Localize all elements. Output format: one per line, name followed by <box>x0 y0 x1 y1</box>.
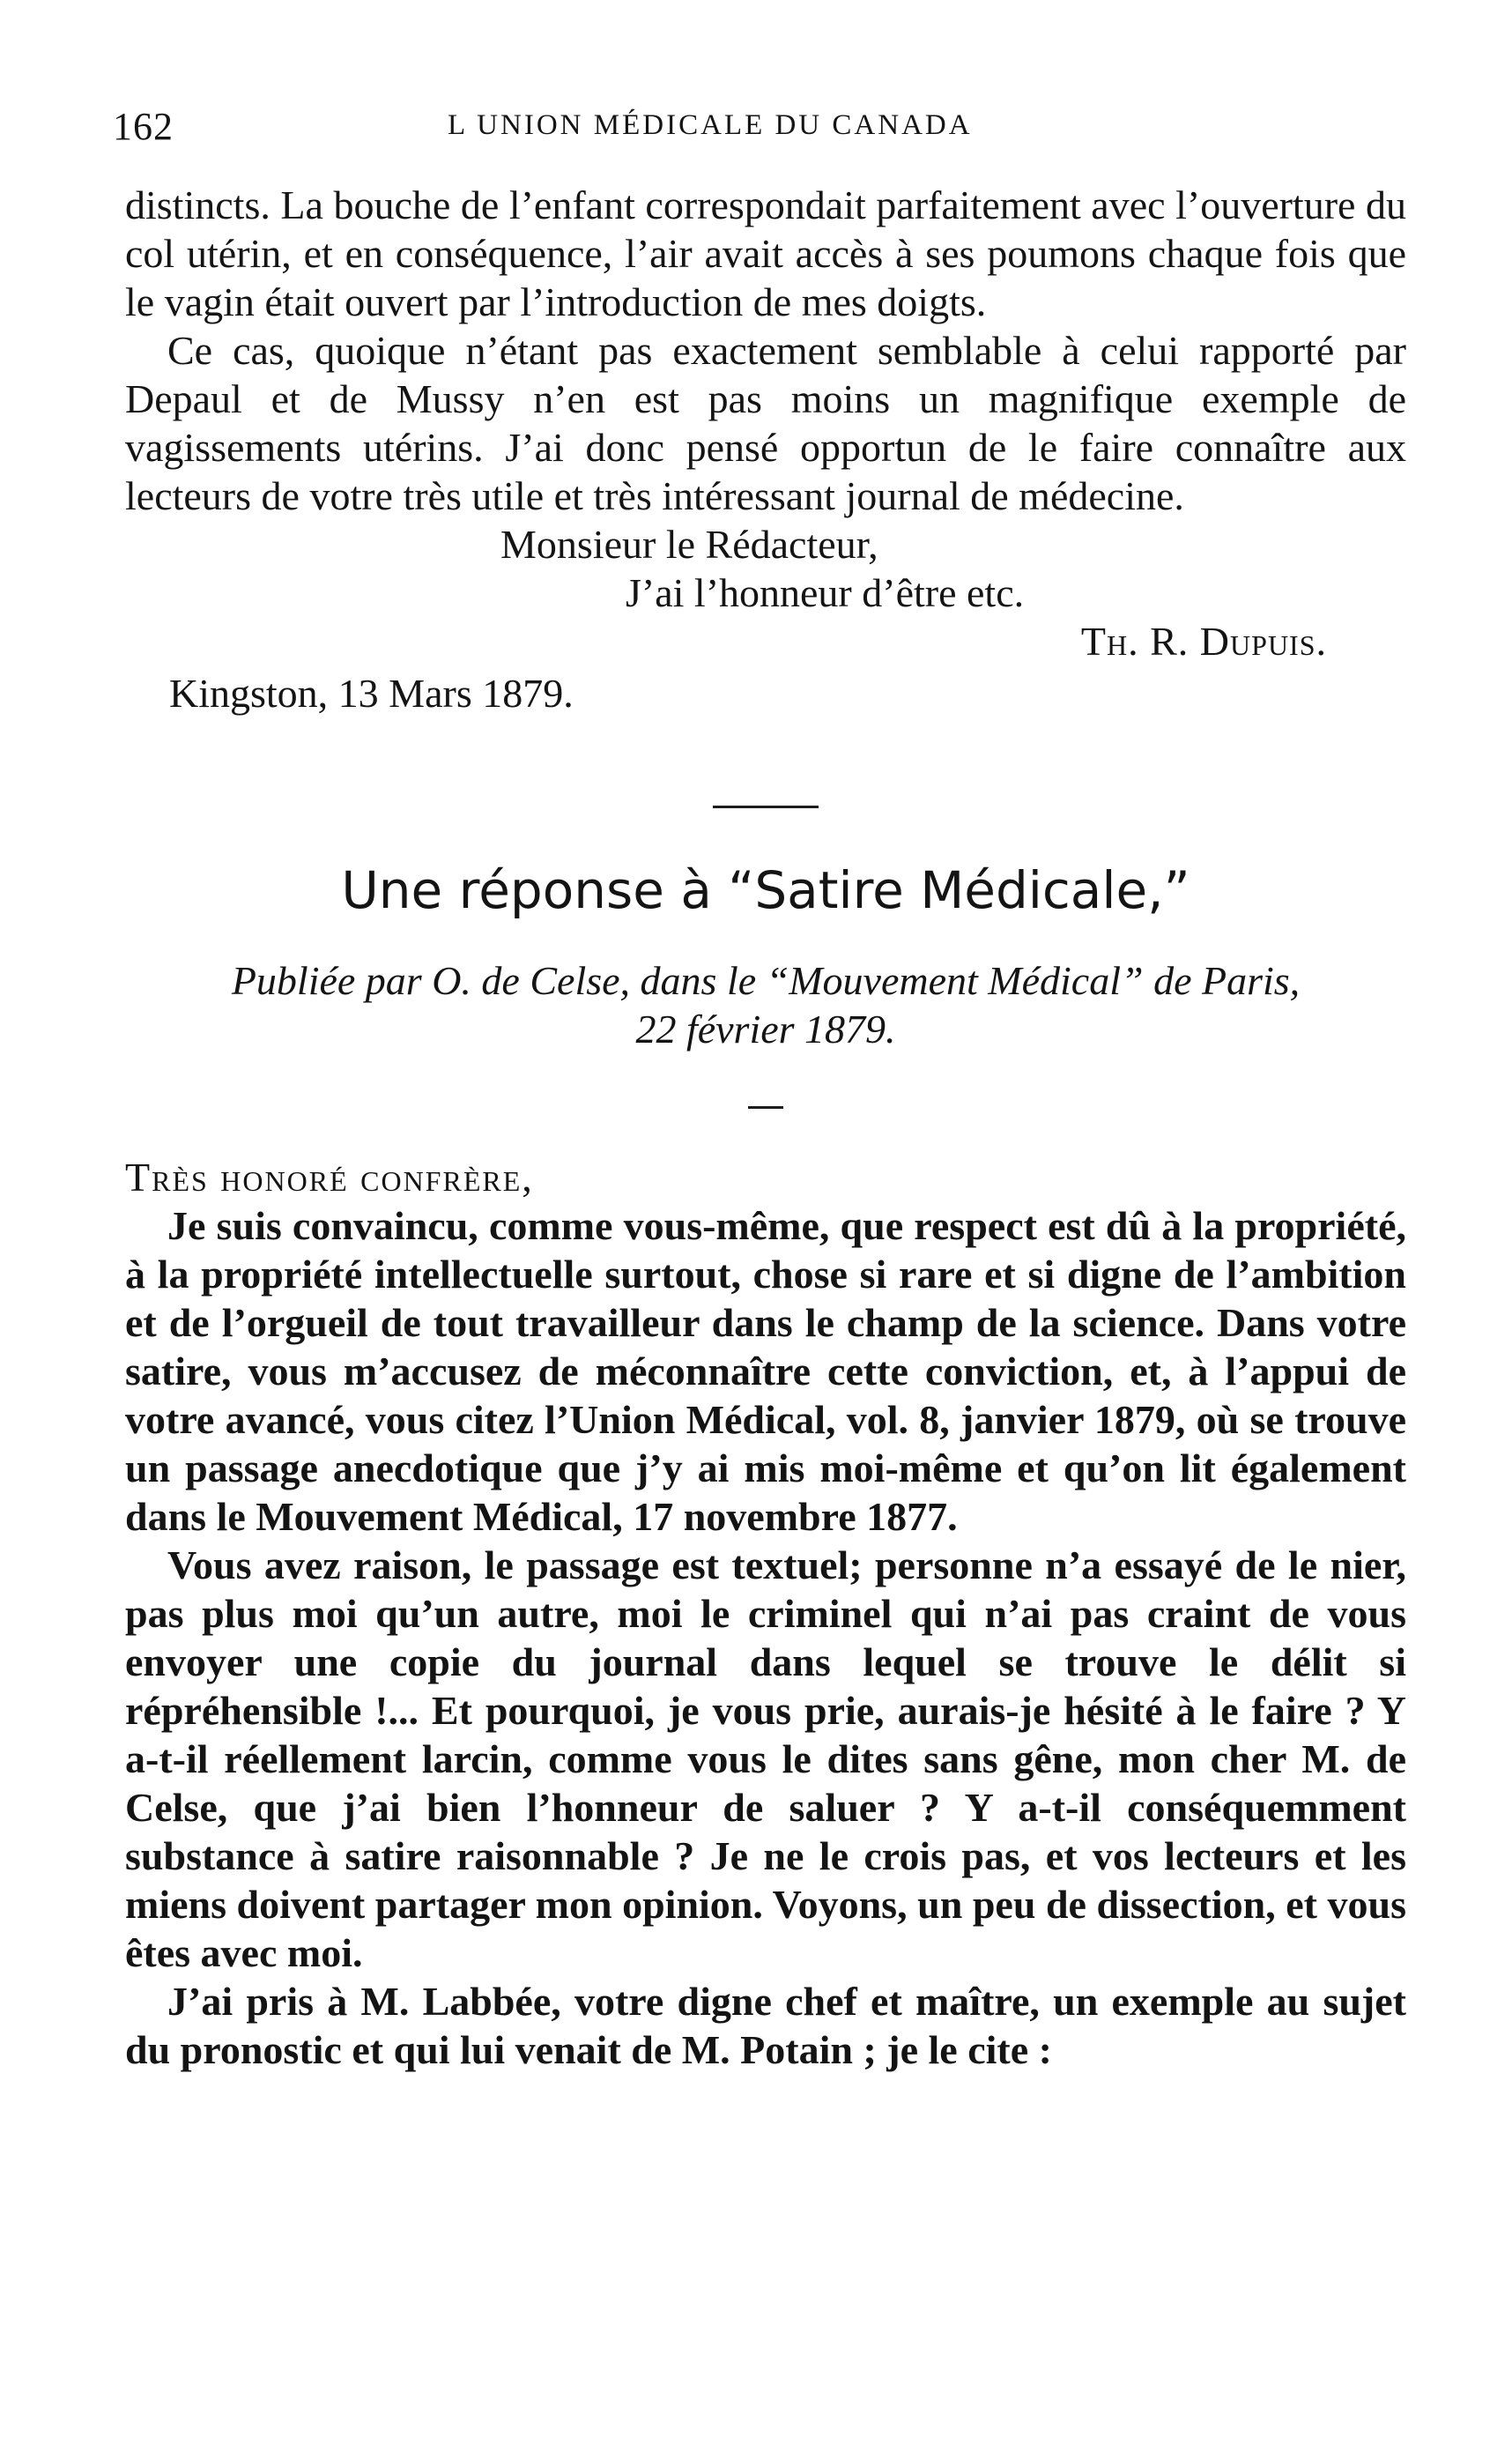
letter-paragraph-1: distincts. La bouche de l’enfant correspondait parfaitement avec l’ouverture du col utérin, et en conséquence, l’air avait accès à ses poumons chaque fois que le vagin était ouvert par l’introduction de mes doigts. <box>125 182 1406 324</box>
article-body <box>125 1153 1406 2074</box>
byline-line-1: Publiée par O. de Celse, dans le “Mouvement Médical” de Paris, <box>231 958 1301 1003</box>
letter-closing-formula: J’ai l’honneur d’être etc. <box>626 570 1025 615</box>
article-byline <box>125 956 1406 1053</box>
article-paragraph-1: Je suis convaincu, comme vous-même, que respect est dû à la propriété, à la propriété intellectuelle surtout, chose si rare et si digne de l’ambition et de l’orgueil de tout travailleur dans le champ de la science. Dans votre satire, vous m’accusez de méconnaître cette conviction, et, à l’appui de votre avancé, vous citez l’Union Médical, vol. 8, janvier 1879, où se trouve un passage anecdotique que j’y ai mis moi-même et qu’on lit également dans le Mouvement Médical, 17 novembre 1877. <box>125 1203 1406 1539</box>
byline-line-2: 22 février 1879. <box>635 1007 896 1052</box>
page-number: 162 <box>113 105 174 148</box>
article-paragraph-3: J’ai pris à M. Labbée, votre digne chef et maître, un exemple au sujet du pronostic et qui lui venait de M. Potain ; je le cite : <box>125 1979 1406 2072</box>
letter-place-date: Kingston, 13 Mars 1879. <box>169 671 574 716</box>
page-content <box>125 181 1406 2074</box>
page-header <box>113 104 1408 157</box>
byline-divider <box>748 1106 783 1109</box>
article-title: Une réponse à “Satire Médicale,” <box>341 860 1190 920</box>
running-title: L UNION MÉDICALE DU CANADA <box>448 109 973 141</box>
article-paragraph-2: Vous avez raison, le passage est textuel; personne n’a essayé de le nier, pas plus moi qu’un autre, moi le criminel qui n’ai pas craint de vous envoyer une copie du journal dans lequel se trouve le délit si répréhensible !... Et pourquoi, je vous prie, aurais-je hésité à le faire ? Y a-t-il réellement larcin, comme vous le dites sans gêne, mon cher M. de Celse, que j’ai bien l’honneur de saluer ? Y a-t-il conséquemment substance à satire raisonnable ? Je ne le crois pas, et vos lecteurs et les miens doivent partager mon opinion. Voyons, un peu de dissection, et vous êtes avec moi. <box>125 1542 1406 1975</box>
article-salutation: Très honoré confrère, <box>125 1155 534 1200</box>
letter-closing-salutation: Monsieur le Rédacteur, <box>500 522 878 567</box>
section-divider <box>713 806 819 808</box>
letter-paragraph-2: Ce cas, quoique n’étant pas exactement semblable à celui rapporté par Depaul et de Mussy n’en est pas moins un magnifique exemple de vagissements utérins. J’ai donc pensé opportun de le faire connaître aux lecteurs de votre très utile et très intéressant journal de médecine. <box>125 328 1406 518</box>
letter-signature: Th. R. Dupuis. <box>1080 619 1327 664</box>
